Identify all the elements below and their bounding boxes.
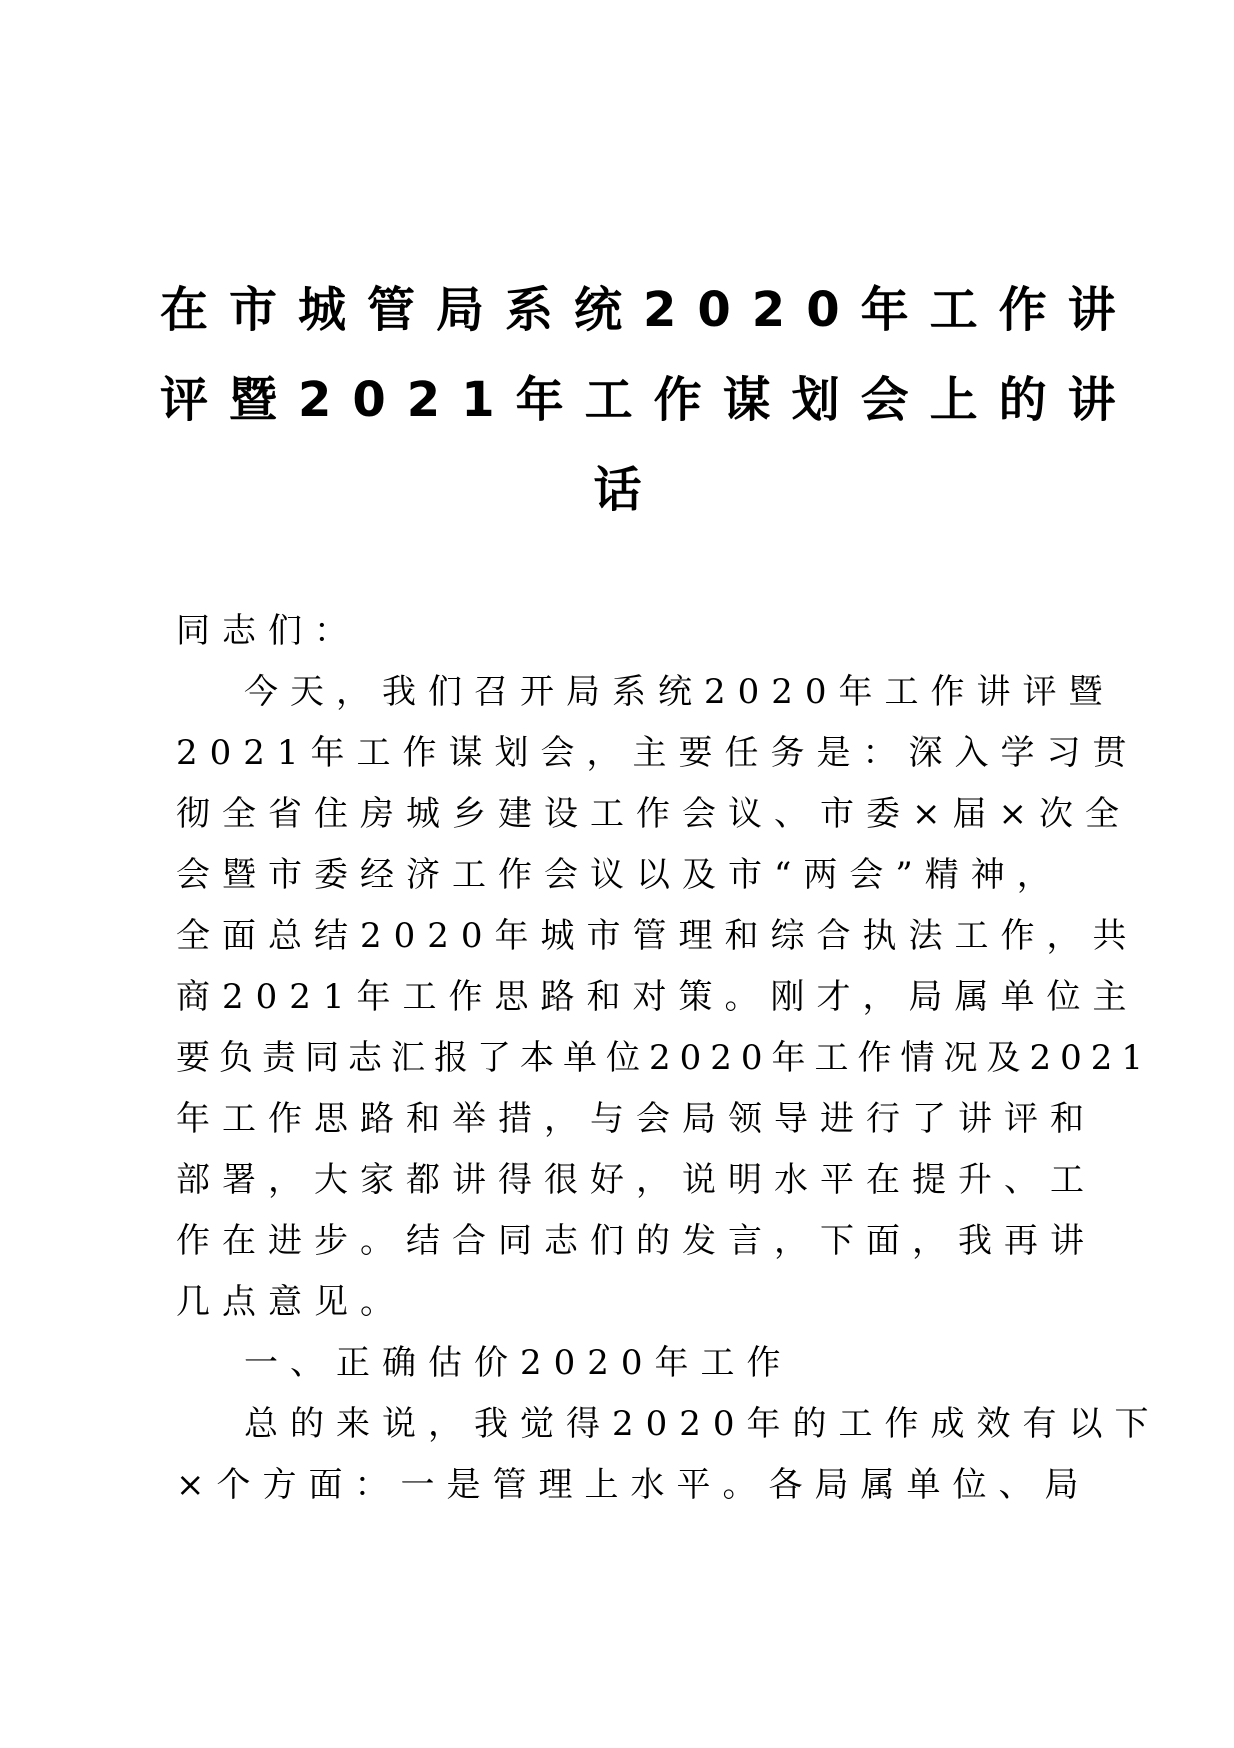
intro-paragraph	[176, 662, 1153, 1333]
paragraph-line: 要负责同志汇报了本单位2020年工作情况及2021	[176, 1038, 1153, 1078]
title-line-2: 评暨2021年工作谋划会上的讲	[160, 372, 1137, 428]
paragraph-line: 彻全省住房城乡建设工作会议、市委×届×次全	[176, 794, 1131, 834]
paragraph-line: 几点意见。	[176, 1282, 406, 1322]
section-paragraph	[176, 1394, 1161, 1516]
paragraph-line: 部署，大家都讲得很好，说明水平在提升、工	[176, 1160, 1096, 1200]
paragraph-line: 今天，我们召开局系统2020年工作讲评暨	[244, 672, 1115, 712]
document-title	[160, 265, 1137, 535]
paragraph-line: 总的来说，我觉得2020年的工作成效有以下	[244, 1404, 1161, 1444]
section-heading: 一、正确估价2020年工作	[244, 1343, 793, 1383]
paragraph-line: 会暨市委经济工作会议以及市“两会”精神，	[176, 855, 1063, 895]
title-line-3: 话	[593, 462, 642, 518]
paragraph-line: 2021年工作谋划会，主要任务是：深入学习贯	[176, 733, 1139, 773]
paragraph-line: 年工作思路和举措，与会局领导进行了讲评和	[176, 1099, 1096, 1139]
paragraph-line: 全面总结2020年城市管理和综合执法工作，共	[176, 916, 1139, 956]
paragraph-line: 作在进步。结合同志们的发言，下面，我再讲	[176, 1221, 1096, 1261]
salutation: 同志们：	[176, 611, 360, 651]
paragraph-line: 商2021年工作思路和对策。刚才，局属单位主	[176, 977, 1139, 1017]
title-line-1: 在市城管局系统2020年工作讲	[160, 282, 1137, 338]
paragraph-line: ×个方面：一是管理上水平。各局属单位、局	[176, 1465, 1091, 1505]
document-body	[176, 601, 1161, 1516]
